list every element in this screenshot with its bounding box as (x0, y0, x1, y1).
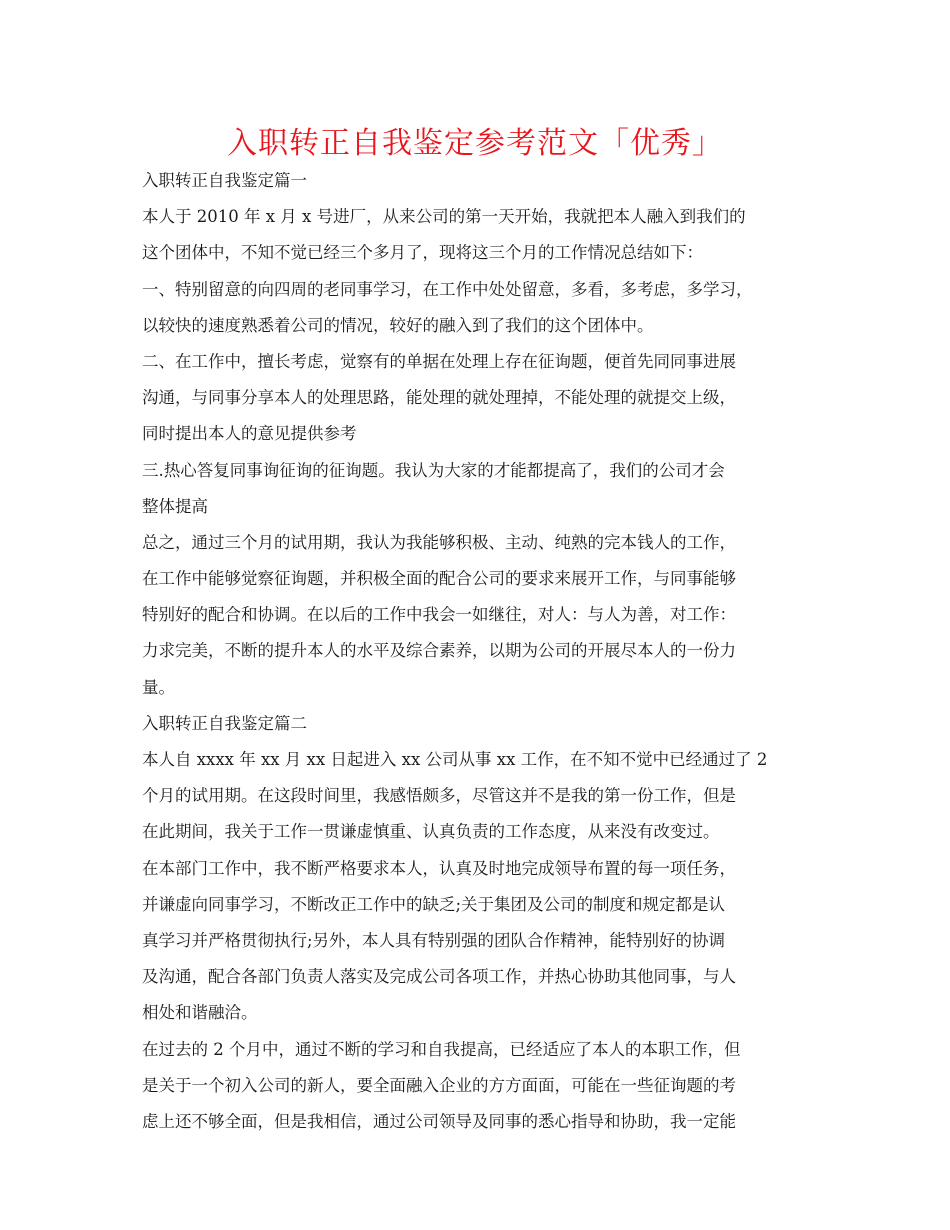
paragraph-line: 真学习并严格贯彻执行;另外，本人具有特别强的团队合作精神，能特别好的协调 (142, 930, 726, 950)
section-heading-1: 入职转正自我鉴定篇一 (142, 171, 307, 190)
paragraph-line: 一、特别留意的向四周的老同事学习，在工作中处处留意，多看，多考虑，多学习， (142, 279, 753, 299)
paragraph-line: 本人自 xxxx 年 xx 月 xx 日起进入 xx 公司从事 xx 工作，在不知不觉中已经通过了 2 (142, 750, 768, 769)
paragraph-line: 同时提出本人的意见提供参考 (142, 424, 357, 444)
paragraph-line: 特别好的配合和协调。在以后的工作中我会一如继往，对人：与人为善，对工作： (142, 605, 736, 625)
paragraph-line: 本人于 2010 年 x 月 x 号进厂，从来公司的第一天开始，我就把本人融入到我们的 (142, 207, 746, 227)
paragraph-line: 在本部门工作中，我不断严格要求本人，认真及时地完成领导布置的每一项任务， (142, 858, 736, 878)
paragraph-line: 这个团体中，不知不觉已经三个多月了，现将这三个月的工作情况总结如下： (142, 243, 703, 263)
paragraph-line: 以较快的速度熟悉着公司的情况，较好的融入到了我们的这个团体中。 (142, 315, 654, 335)
paragraph-line: 在此期间，我关于工作一贯谦虚慎重、认真负责的工作态度，从来没有改变过。 (142, 822, 720, 842)
paragraph-line: 在工作中能够觉察征询题，并积极全面的配合公司的要求来展开工作，与同事能够 (142, 569, 736, 589)
paragraph-line: 是关于一个初入公司的新人，要全面融入企业的方方面面，可能在一些征询题的考 (142, 1075, 736, 1095)
paragraph-line: 并谦虚向同事学习，不断改正工作中的缺乏;关于集团及公司的制度和规定都是认 (142, 894, 726, 914)
paragraph-line: 力求完美，不断的提升本人的水平及综合素养，以期为公司的开展尽本人的一份力 (142, 641, 736, 661)
paragraph-line: 及沟通，配合各部门负责人落实及完成公司各项工作，并热心协助其他同事，与人 (142, 967, 736, 987)
section-heading-2: 入职转正自我鉴定篇二 (142, 713, 307, 733)
document-body (142, 163, 832, 1140)
paragraph-line: 个月的试用期。在这段时间里，我感悟颇多，尽管这并不是我的第一份工作，但是 (142, 786, 736, 806)
document-title: 入职转正自我鉴定参考范文「优秀」 (227, 126, 723, 161)
paragraph-line: 沟通，与同事分享本人的处理思路，能处理的就处理掉，不能处理的就提交上级， (142, 388, 736, 408)
paragraph-line: 总之，通过三个月的试用期，我认为我能够积极、主动、纯熟的完本钱人的工作， (142, 532, 736, 552)
paragraph-line: 整体提高 (142, 496, 208, 516)
paragraph-line: 相处和谐融洽。 (142, 1003, 258, 1023)
paragraph-line: 三.热心答复同事询征询的征询题。我认为大家的才能都提高了，我们的公司才会 (142, 460, 725, 480)
paragraph-line: 虑上还不够全面，但是我相信，通过公司领导及同事的悉心指导和协助，我一定能 (142, 1111, 736, 1131)
paragraph-line: 二、在工作中，擅长考虑，觉察有的单据在处理上存在征询题，便首先同同事进展 (142, 351, 736, 371)
paragraph-line: 量。 (142, 677, 175, 697)
paragraph-line: 在过去的 2 个月中，通过不断的学习和自我提高，已经适应了本人的本职工作，但 (142, 1039, 741, 1059)
